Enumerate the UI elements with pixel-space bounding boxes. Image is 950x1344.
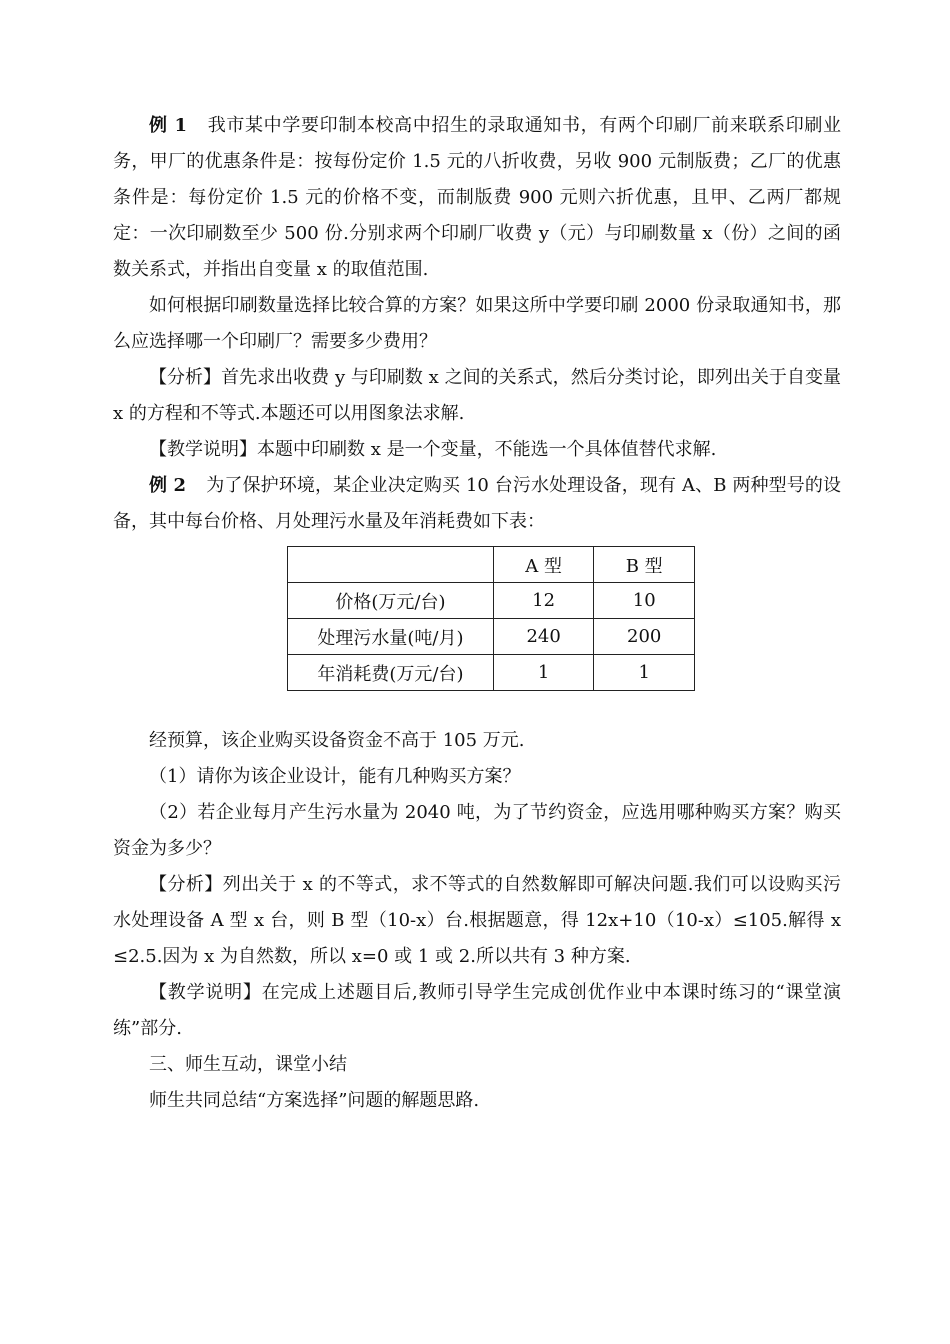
- section3-heading: 三、师生互动，课堂小结: [149, 1054, 347, 1075]
- table-row: [288, 583, 695, 619]
- example2-teaching-note: 【教学说明】在完成上述题目后,教师引导学生完成创优作业中本课时练习的“课堂演练”部分.: [113, 982, 841, 1039]
- example2-question-1: （1）请你为该企业设计，能有几种购买方案？: [149, 766, 521, 787]
- table-cell-a: 240: [493, 619, 594, 655]
- example1-paragraph: [113, 108, 841, 288]
- example2-budget: 经预算，该企业购买设备资金不高于 105 万元.: [149, 730, 525, 751]
- table-cell-a: 12: [493, 583, 594, 619]
- table-cell-b: 200: [594, 619, 695, 655]
- table-row-label: 处理污水量(吨/月): [288, 619, 494, 655]
- equipment-table-wrapper: [287, 546, 695, 691]
- section3-text: 师生共同总结“方案选择”问题的解题思路.: [149, 1090, 480, 1111]
- example1-question: 如何根据印刷数量选择比较合算的方案？如果这所中学要印刷 2000 份录取通知书，那么应选择哪一个印刷厂？需要多少费用？: [113, 295, 841, 352]
- table-row-label: 价格(万元/台): [288, 583, 494, 619]
- table-cell-b: 10: [594, 583, 695, 619]
- table-header-cell: B 型: [594, 547, 695, 583]
- table-header-cell: A 型: [493, 547, 594, 583]
- example2-paragraph: [113, 468, 841, 540]
- table-row: [288, 619, 695, 655]
- example2-text: 为了保护环境，某企业决定购买 10 台污水处理设备，现有 A、B 两种型号的设备，其中每台价格、月处理污水量及年消耗费如下表：: [113, 475, 842, 532]
- table-row: [288, 655, 695, 691]
- table-header-cell: [288, 547, 494, 583]
- example1-analysis: 【分析】首先求出收费 y 与印刷数 x 之间的关系式，然后分类讨论，即列出关于自变量 x 的方程和不等式.本题还可以用图象法求解.: [113, 367, 841, 424]
- example1-label: 例 1: [149, 115, 188, 136]
- table-cell-a: 1: [493, 655, 594, 691]
- example2-analysis: 【分析】列出关于 x 的不等式，求不等式的自然数解即可解决问题.我们可以设购买污水处理设备 A 型 x 台，则 B 型（10-x）台.根据题意，得 12x+10（10-x）≤105.解得 x≤2.5.因为 x 为自然数，所以 x=0 或 1 或 2.所以共有 3 种方案.: [113, 874, 841, 967]
- example1-teaching-note: 【教学说明】本题中印刷数 x 是一个变量，不能选一个具体值替代求解.: [149, 439, 717, 460]
- table-row-label: 年消耗费(万元/台): [288, 655, 494, 691]
- example2-label: 例 2: [149, 475, 187, 496]
- table-header-row: [288, 547, 695, 583]
- equipment-table: [287, 546, 695, 691]
- example2-question-2: （2）若企业每月产生污水量为 2040 吨，为了节约资金，应选用哪种购买方案？购买资金为多少？: [113, 802, 841, 859]
- document-content: [113, 108, 841, 1119]
- example1-text: 我市某中学要印制本校高中招生的录取通知书，有两个印刷厂前来联系印刷业务，甲厂的优惠条件是：按每份定价 1.5 元的八折收费，另收 900 元制版费；乙厂的优惠条件是：每份定价 1.5 元的价格不变，而制版费 900 元则六折优惠，且甲、乙两厂都规定：一次印刷数至少 500 份.分别求两个印刷厂收费 y（元）与印刷数量 x（份）之间的函数关系式，并指出自变量 x 的取值范围.: [113, 115, 842, 280]
- table-cell-b: 1: [594, 655, 695, 691]
